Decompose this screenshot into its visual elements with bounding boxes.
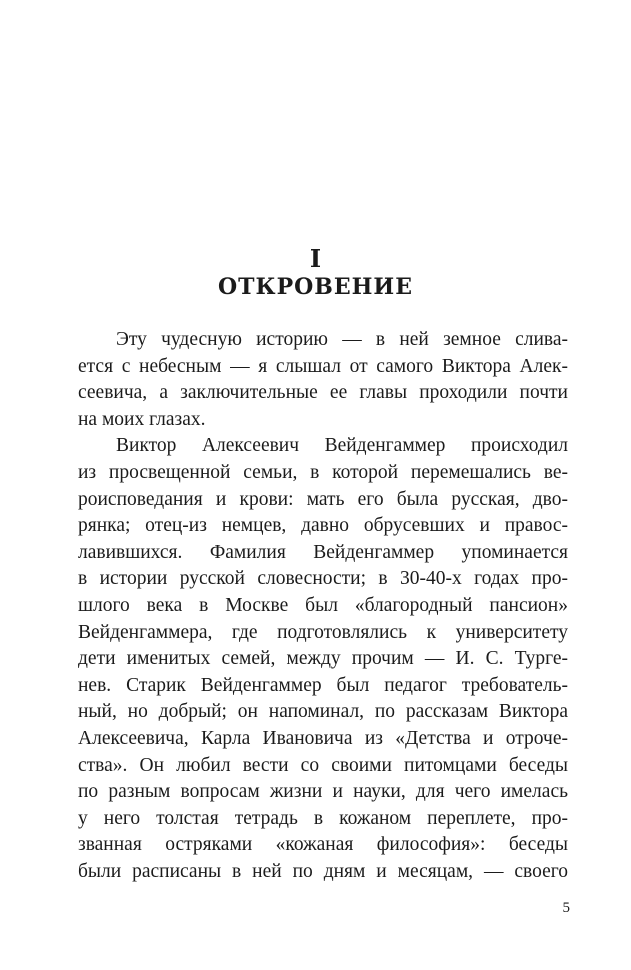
text-line: сеевича, а заключительные ее главы проходили почти <box>78 382 568 404</box>
text-line: шлого века в Москве был «благородный пансион» <box>78 594 568 616</box>
text-line: рянка; отец-из немцев, давно обрусевших и правос- <box>78 515 568 537</box>
text-line: дети именитых семей, между прочим — И. С. Турге- <box>78 648 568 670</box>
text-line: ный, но добрый; он напоминал, по рассказам Виктора <box>78 701 568 723</box>
chapter-number: I <box>309 244 322 273</box>
text-line: Алексеевича, Карла Ивановича из «Детства и отроче- <box>78 727 568 749</box>
text-line: были расписаны в ней по дням и месяцам, — своего <box>78 860 568 882</box>
text-line: ется с небесным — я слышал от самого Виктора Алек- <box>78 355 568 377</box>
text-line: из просвещенной семьи, в которой перемешались ве- <box>78 461 568 483</box>
text-line: лавившихся. Фамилия Вейденгаммер упоминается <box>78 541 568 563</box>
chapter-title: ОТКРОВЕНИЕ <box>218 274 413 300</box>
text-line: званная остряками «кожаная философия»: беседы <box>78 834 568 856</box>
text-line: Эту чудесную историю — в ней земное слива- <box>116 329 568 350</box>
text-line: по разным вопросам жизни и науки, для чего имелась <box>78 781 568 803</box>
text-line: нев. Старик Вейденгаммер был педагог требователь- <box>78 674 568 696</box>
text-line: роисповедания и крови: мать его была русская, дво- <box>78 488 568 510</box>
text-line: Виктор Алексеевич Вейденгаммер происходил <box>116 435 568 457</box>
body-text <box>78 327 568 885</box>
text-line: на моих глазах. <box>78 408 206 430</box>
paragraph-1 <box>78 327 568 433</box>
text-line: в истории русской словесности; в 30-40-х годах про- <box>78 568 568 590</box>
text-line: у него толстая тетрадь в кожаном переплете, про- <box>78 807 568 829</box>
paragraph-2 <box>78 433 568 885</box>
text-line: ства». Он любил вести со своими питомцами беседы <box>78 754 568 776</box>
page-number: 5 <box>562 900 570 916</box>
text-line: Вейденгаммера, где подготовлялись к университету <box>78 621 568 643</box>
